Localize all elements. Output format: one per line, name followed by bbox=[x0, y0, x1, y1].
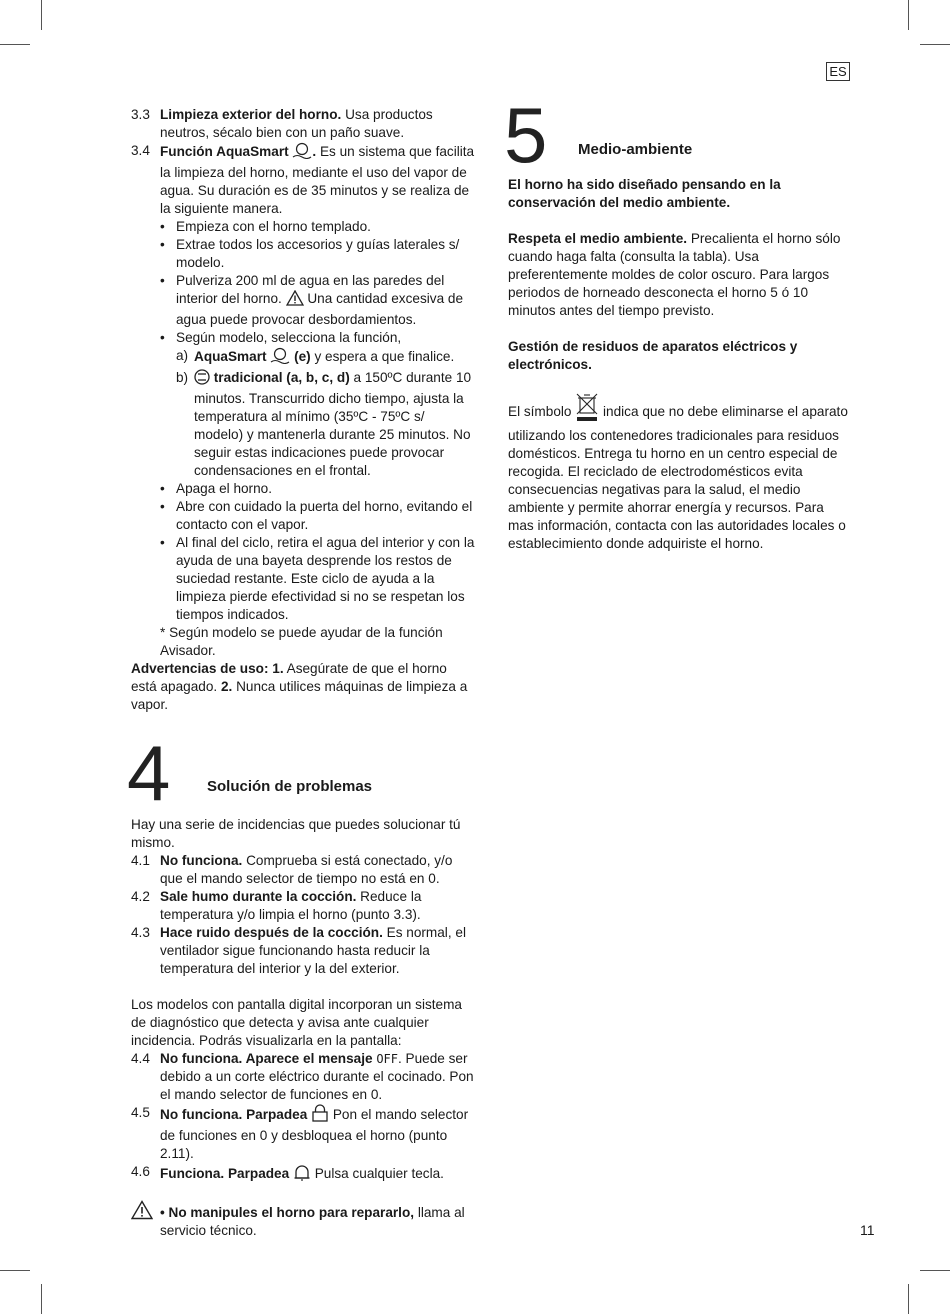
section-4-header bbox=[127, 729, 476, 817]
crop-mark bbox=[920, 1270, 950, 1271]
section-3-3 bbox=[131, 106, 476, 142]
lock-icon bbox=[311, 1104, 329, 1127]
language-badge: ES bbox=[826, 62, 850, 81]
item-text: Es normal, el ventilador sigue funcionando hasta reducir la temperatura del interior y la del exterior. bbox=[160, 925, 466, 976]
footnote: * Según modelo se puede ayudar de la función Avisador. bbox=[160, 625, 443, 658]
warning-icon bbox=[286, 290, 304, 311]
section-number: 4 bbox=[127, 729, 171, 817]
item-text: Pon el mando selector de funciones en 0 y desbloquea el horno (punto 2.11). bbox=[160, 1107, 469, 1161]
warning-icon bbox=[131, 1200, 153, 1225]
conventional-heat-icon bbox=[194, 369, 210, 390]
crop-mark bbox=[41, 1284, 42, 1314]
sub-heading-code: (e) bbox=[290, 349, 311, 364]
section-4-4 bbox=[131, 1050, 476, 1104]
bullet-text: Empieza con el horno templado. bbox=[176, 219, 371, 234]
crop-mark bbox=[41, 0, 42, 30]
environment-lead: El horno ha sido diseñado pensando en la conservación del medio ambiente. bbox=[508, 177, 781, 210]
sub-text: y espera a que finalice. bbox=[310, 349, 455, 364]
section-number: 5 bbox=[504, 91, 548, 179]
item-number: 4.3 bbox=[131, 925, 150, 940]
sub-text: a 150ºC durante 10 minutos. Transcurrido dicho tiempo, ajusta la temperatura al mínimo (35ºC - 75ºC s/ modelo) y mantenerla durante 25 minutos. No seguir estas indicaciones puede provocar condensaciones en el frontal. bbox=[194, 370, 472, 478]
aquasmart-icon bbox=[270, 347, 290, 369]
section-4-2 bbox=[131, 888, 476, 924]
section-5-header bbox=[504, 91, 853, 179]
item-heading: Sale humo durante la cocción. bbox=[160, 889, 357, 904]
section-4-1 bbox=[131, 852, 476, 888]
weee-text: indica que no debe eliminarse el aparato utilizando los contenedores tradicionales para residuos domésticos. Entrega tu horno en un centro especial de recogida. El reciclado de electrodomésticos evita consecuencias negativas para la salud, el medio ambiente y permite ahorrar energía y recursos. Para mas información, contacta con las autoridades locales o establecimiento donde adquiriste el horno. bbox=[508, 404, 848, 551]
section-3-4 bbox=[131, 142, 476, 218]
section-title: Medio-ambiente bbox=[578, 141, 693, 158]
final-warning bbox=[131, 1204, 476, 1240]
crop-mark bbox=[920, 44, 950, 45]
sub-item-a bbox=[131, 347, 476, 369]
usage-warnings bbox=[131, 660, 476, 714]
crop-mark bbox=[0, 1270, 30, 1271]
warnings-heading: Advertencias de uso: 1. bbox=[131, 661, 284, 676]
left-column bbox=[127, 106, 476, 1240]
item-number: 3.3 bbox=[131, 107, 150, 122]
item-text: Es un sistema que facilita la limpieza del horno, mediante el uso del vapor de agua. Su duración es de 35 minutos y se realiza de la siguiente manera. bbox=[160, 144, 475, 216]
bullet-text: Extrae todos los accesorios y guías laterales s/ modelo. bbox=[176, 237, 460, 270]
bullet-item bbox=[131, 534, 476, 624]
bullet-text: Al final del ciclo, retira el agua del interior y con la ayuda de una bayeta desprende los restos de suciedad restante. Este ciclo de ayuda a la limpieza pierde efectividad si no se respetan los tiempos indicados. bbox=[176, 535, 475, 622]
item-number: 4.2 bbox=[131, 889, 150, 904]
item-heading-dot: . bbox=[312, 144, 317, 159]
sub-heading: AquaSmart bbox=[194, 349, 271, 364]
respect-heading: Respeta el medio ambiente. bbox=[508, 231, 688, 246]
weee-bin-icon bbox=[575, 392, 599, 427]
waste-heading: Gestión de residuos de aparatos eléctricos y electrónicos. bbox=[508, 339, 798, 372]
item-text: Pulsa cualquier tecla. bbox=[310, 1166, 444, 1181]
bullet-item bbox=[131, 498, 476, 534]
bullet-icon: • bbox=[160, 219, 165, 234]
bell-icon bbox=[293, 1163, 311, 1186]
right-column bbox=[504, 91, 853, 553]
bullet-icon: • bbox=[160, 535, 165, 550]
page-number: 11 bbox=[860, 1222, 875, 1238]
item-heading: Función AquaSmart bbox=[160, 144, 293, 159]
section-4-5 bbox=[131, 1104, 476, 1163]
bullet-item bbox=[131, 272, 476, 329]
item-heading: Hace ruido después de la cocción. bbox=[160, 925, 383, 940]
bullet-icon: • bbox=[160, 273, 165, 288]
bullet-text: Pulveriza 200 ml de agua en las paredes del interior del horno. bbox=[176, 273, 445, 306]
item-heading: No funciona. Parpadea bbox=[160, 1107, 312, 1122]
section-4-6 bbox=[131, 1163, 476, 1186]
respect-environment bbox=[508, 230, 853, 320]
sub-label: b) bbox=[176, 370, 189, 385]
bullet-icon: • bbox=[160, 499, 165, 514]
bullet-icon: • bbox=[160, 237, 165, 252]
bullet-text: Abre con cuidado la puerta del horno, evitando el contacto con el vapor. bbox=[176, 499, 473, 532]
bullet-icon: • bbox=[160, 481, 165, 496]
off-display-code: OFF bbox=[376, 1052, 398, 1066]
digital-intro: Los modelos con pantalla digital incorporan un sistema de diagnóstico que detecta y avisa ante cualquier incidencia. Podrás visualizarla en la pantalla: bbox=[131, 997, 462, 1048]
item-heading: No funciona. Aparece el mensaje bbox=[160, 1051, 377, 1066]
bullet-item bbox=[131, 236, 476, 272]
item-heading: No funciona. bbox=[160, 853, 243, 868]
bullet-item bbox=[131, 218, 476, 236]
item-number: 4.1 bbox=[131, 853, 150, 868]
section-4-3 bbox=[131, 924, 476, 978]
item-number: 4.5 bbox=[131, 1105, 150, 1120]
item-text: Usa productos neutros, sécalo bien con un paño suave. bbox=[160, 107, 433, 140]
problems-intro: Hay una serie de incidencias que puedes solucionar tú mismo. bbox=[131, 817, 461, 850]
bullet-item bbox=[131, 480, 476, 498]
crop-mark bbox=[908, 1284, 909, 1314]
aquasmart-icon bbox=[292, 142, 312, 164]
crop-mark bbox=[0, 44, 30, 45]
crop-mark bbox=[908, 0, 909, 30]
warning-heading: • No manipules el horno para repararlo, bbox=[160, 1205, 415, 1220]
item-text: Reduce la temperatura y/o limpia el horno (punto 3.3). bbox=[160, 889, 422, 922]
item-number: 3.4 bbox=[131, 143, 150, 158]
item-text: Comprueba si está conectado, y/o que el mando selector de tiempo no está en 0. bbox=[160, 853, 453, 886]
warnings-text: Asegúrate de que el horno está apagado. bbox=[131, 661, 447, 694]
weee-text-pre: El símbolo bbox=[508, 404, 576, 419]
item-number: 4.6 bbox=[131, 1164, 150, 1179]
sub-item-b bbox=[131, 369, 476, 480]
item-number: 4.4 bbox=[131, 1051, 150, 1066]
section-title: Solución de problemas bbox=[207, 778, 373, 795]
bullet-item bbox=[131, 329, 476, 347]
bullet-text: Según modelo, selecciona la función, bbox=[176, 330, 402, 345]
bullet-text-cont: Una cantidad excesiva de agua puede provocar desbordamientos. bbox=[176, 291, 464, 327]
bullet-icon: • bbox=[160, 330, 165, 345]
item-text: . Puede ser debido a un corte eléctrico durante el cocinado. Pon el mando selector de funciones en 0. bbox=[160, 1051, 474, 1102]
warnings-text-2: Nunca utilices máquinas de limpieza a vapor. bbox=[131, 679, 468, 712]
warnings-num: 2. bbox=[220, 679, 233, 694]
item-heading: Funciona. Parpadea bbox=[160, 1166, 293, 1181]
weee-paragraph bbox=[508, 392, 853, 553]
sub-label: a) bbox=[176, 348, 189, 363]
warning-text: llama al servicio técnico. bbox=[160, 1205, 465, 1238]
respect-text: Precalienta el horno sólo cuando haga falta (consulta la tabla). Usa preferentemente moldes de color oscuro. Para largos periodos de horneado desconecta el horno 5 ó 10 minutos antes del tiempo previsto. bbox=[508, 231, 841, 318]
sub-heading: tradicional (a, b, c, d) bbox=[210, 370, 350, 385]
item-heading: Limpieza exterior del horno. bbox=[160, 107, 342, 122]
bullet-text: Apaga el horno. bbox=[176, 481, 272, 496]
